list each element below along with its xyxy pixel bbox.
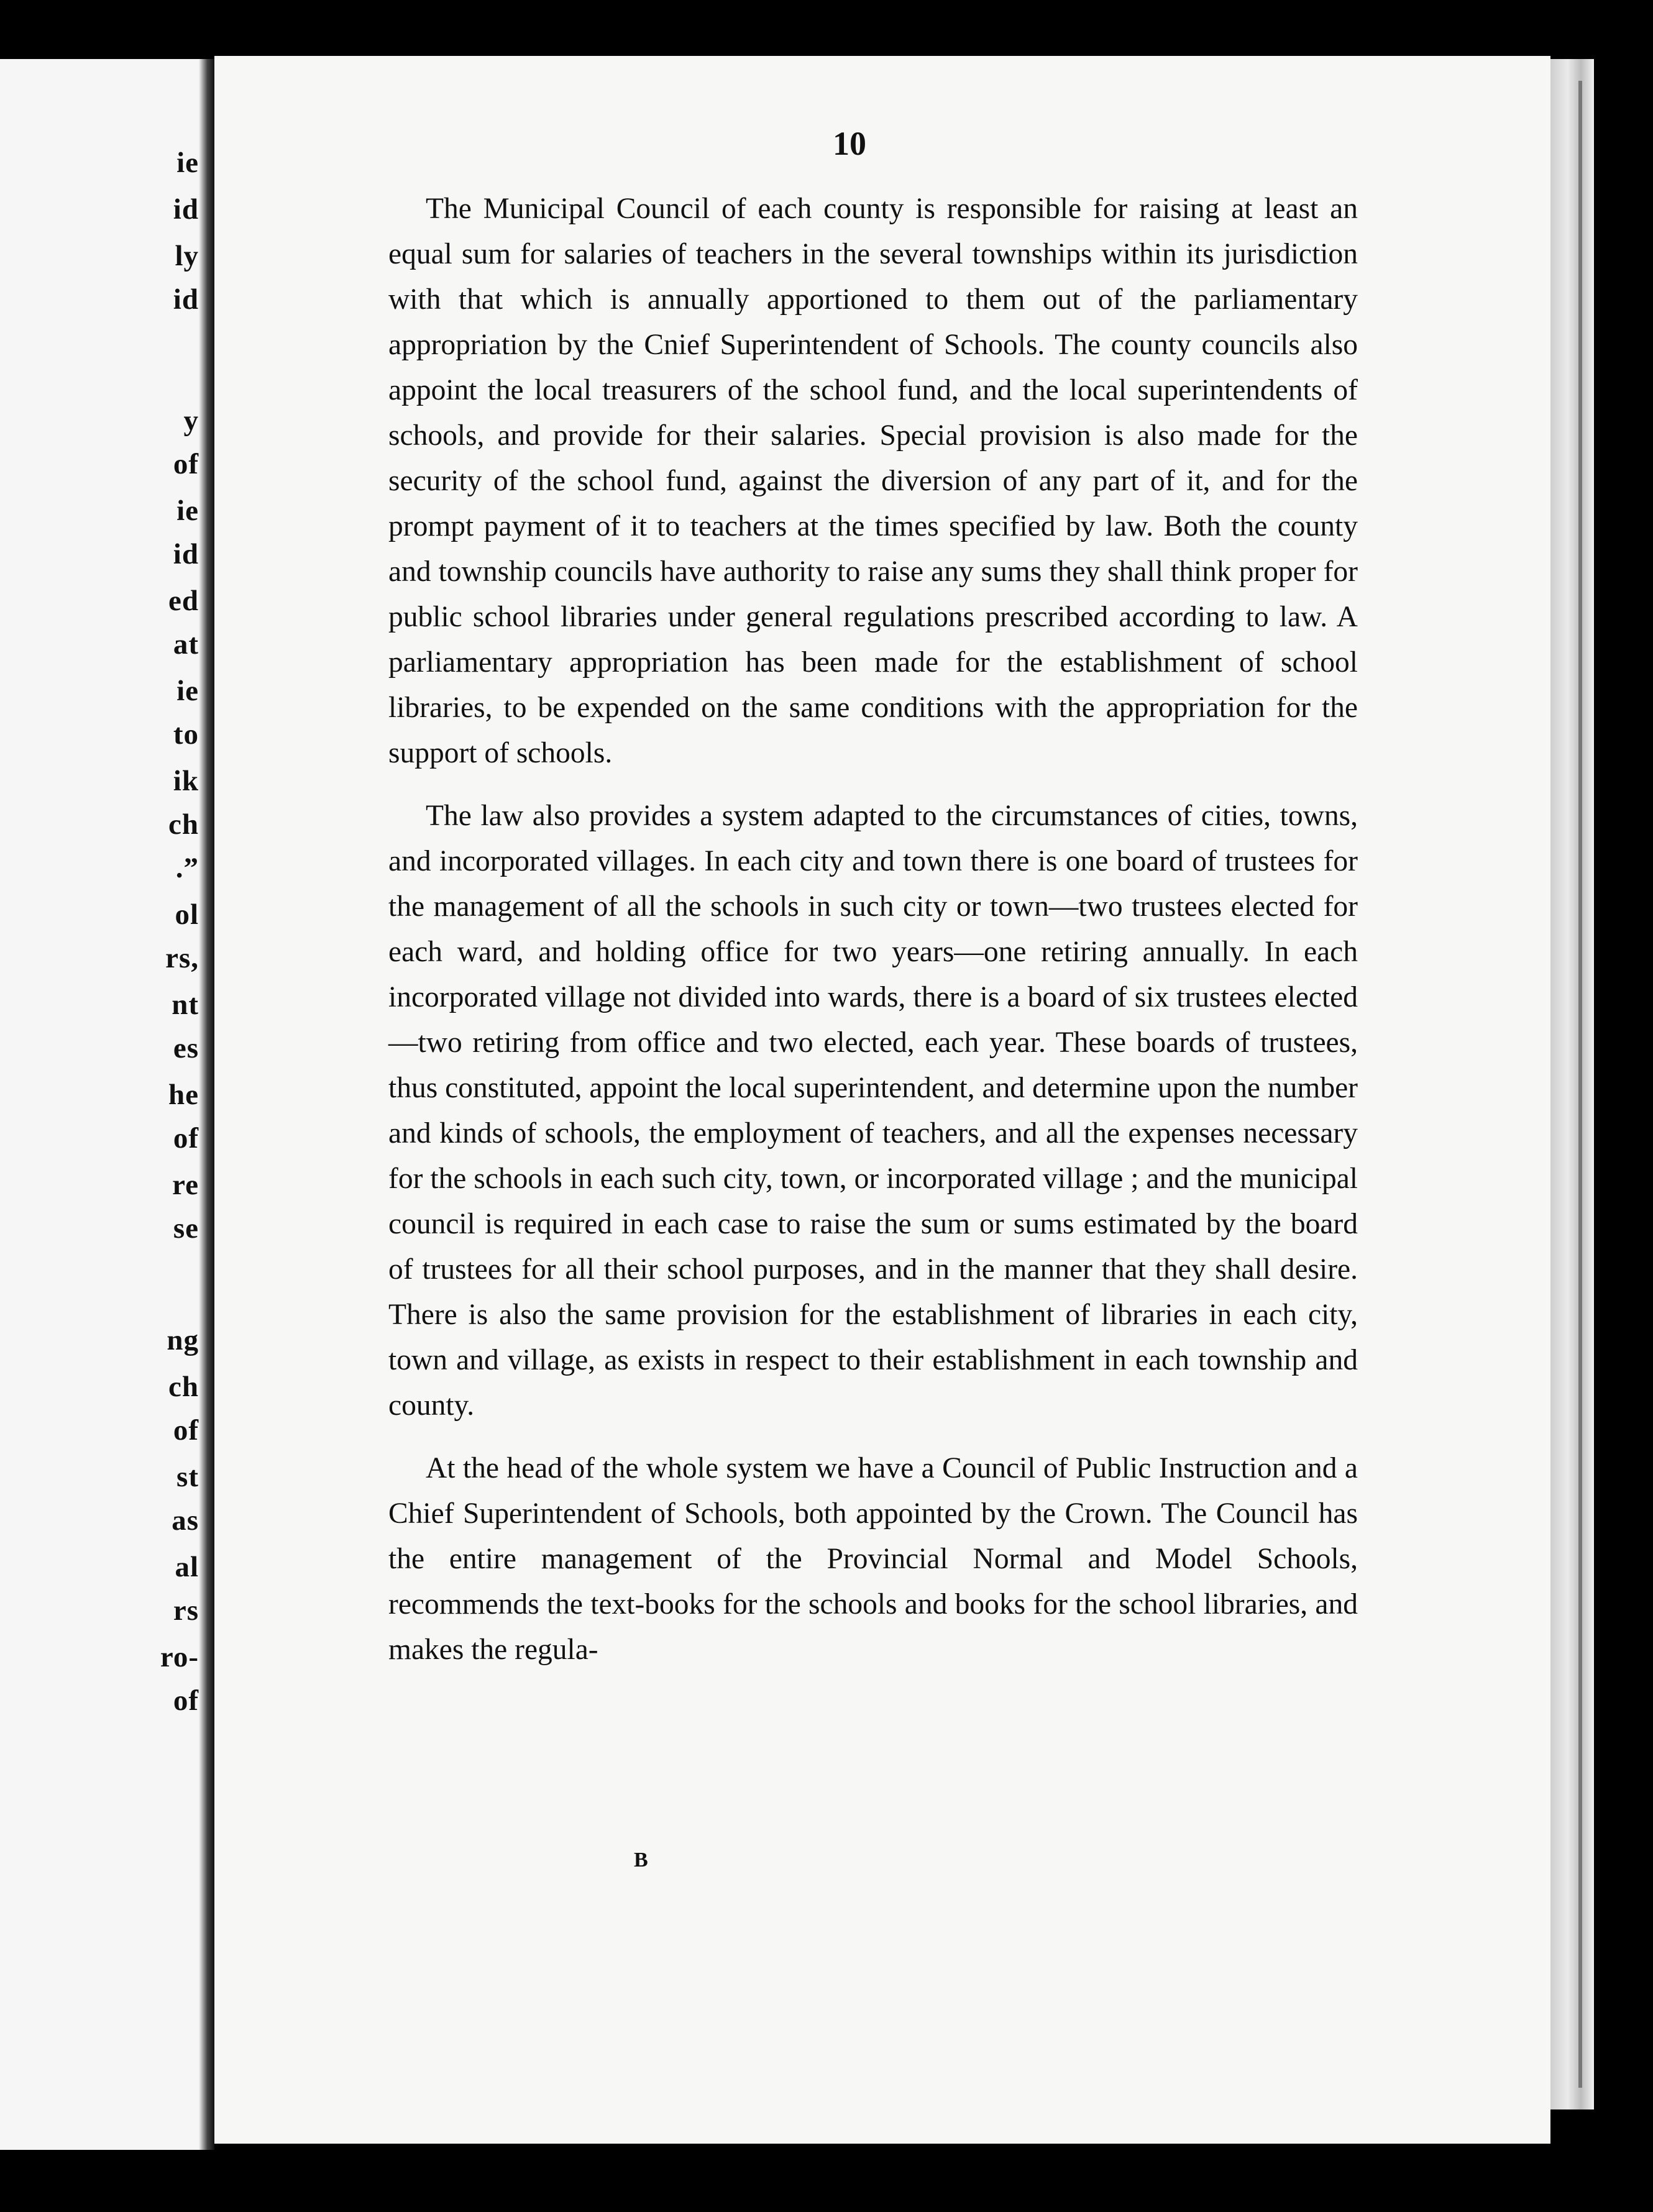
previous-page-fragment: ch xyxy=(168,808,199,841)
previous-page-fragment: ie xyxy=(176,495,199,527)
previous-page-fragment: rs, xyxy=(165,942,199,974)
previous-page-strip xyxy=(0,59,214,2150)
previous-page-fragment: ol xyxy=(175,898,199,931)
previous-page-fragment: ie xyxy=(176,675,199,707)
previous-page-fragment: y xyxy=(183,404,199,437)
previous-page-fragment: al xyxy=(175,1551,199,1583)
previous-page-fragment: ly xyxy=(175,240,199,272)
previous-page-fragment: of xyxy=(173,1684,199,1717)
previous-page-fragment: id xyxy=(173,538,199,570)
previous-page-fragment: to xyxy=(173,718,199,751)
page-edge-line xyxy=(1578,81,1582,2088)
previous-page-fragment: ie xyxy=(176,147,199,179)
previous-page-fragment: at xyxy=(173,628,199,660)
previous-page-fragment: rs xyxy=(173,1594,199,1627)
previous-page-fragment: .” xyxy=(175,852,199,884)
paragraph-1: The Municipal Council of each county is responsible for raising at least an equal sum for salaries of teachers in the several townships within its jurisdiction with that which is annually apportioned to them out of the parliamentary appropriation by the Cnief Superintendent of Schools. The county councils also appoint the local treasurers of the school fund, and the local superintendents of schools, and provide for their salaries. Special provision is also made for the security of the school fund, against the diversion of any part of it, and for the prompt payment of it to teachers at the times specified by law. Both the county and township councils have authority to raise any sums they shall think proper for public school libraries under general regulations prescribed according to law. A parliamentary appropriation has been made for the establishment of school libraries, to be expended on the same conditions with the appropriation for the support of schools. xyxy=(388,193,1358,769)
previous-page-fragment: ed xyxy=(168,585,199,617)
previous-page-fragment: id xyxy=(173,193,199,226)
previous-page-fragment: id xyxy=(173,283,199,316)
page-number: 10 xyxy=(833,125,866,162)
previous-page-fragment: he xyxy=(168,1079,199,1111)
body-text xyxy=(388,186,1358,1690)
previous-page-fragment: st xyxy=(176,1461,199,1493)
previous-page-fragment: of xyxy=(173,448,199,480)
paragraph-2: The law also provides a system adapted to the circumstances of cities, towns, and incorporated villages. In each city and town there is one board of trustees for the management of all the schools in such city or town—two trustees elected for each ward, and holding office for two years—one retiring annually. In each incorporated village not divided into wards, there is a board of six trustees elected —two retiring from office and two elected, each year. These boards of trustees, thus constituted, appoint the local superintendent, and determine upon the number and kinds of schools, the employment of teachers, and all the expenses necessary for the schools in each such city, town, or incorporated village ; and the municipal council is required in each case to raise the sum or sums estimated by the board of trustees for all their school purposes, and in the manner that they shall desire. There is also the same provision for the establishment of libraries in each city, town and village, as exists in respect to their establishment in each township and county. xyxy=(388,800,1358,1422)
previous-page-fragment: se xyxy=(173,1212,199,1245)
paragraph-3: At the head of the whole system we have a Council of Public Instruction and a Chief Superintendent of Schools, both appointed by the Crown. The Council has the entire management of the Provincial Normal and Model Schools, recommends the text-books for the schools and books for the school libraries, and makes the regula- xyxy=(388,1452,1358,1666)
previous-page-fragment: re xyxy=(172,1169,199,1201)
previous-page-fragment: as xyxy=(172,1504,199,1537)
previous-page-fragment: ro- xyxy=(160,1641,199,1673)
signature-mark: B xyxy=(634,1849,648,1872)
page-stack-edge xyxy=(1550,59,1594,2109)
previous-page-fragment: ik xyxy=(173,765,199,797)
page-gutter xyxy=(199,59,214,2150)
previous-page-fragment: ch xyxy=(168,1371,199,1403)
previous-page-fragment: es xyxy=(173,1032,199,1064)
previous-page-fragment: nt xyxy=(172,989,199,1021)
previous-page-fragment: of xyxy=(173,1122,199,1154)
previous-page-fragment: of xyxy=(173,1414,199,1446)
previous-page-fragment: ng xyxy=(167,1324,199,1356)
